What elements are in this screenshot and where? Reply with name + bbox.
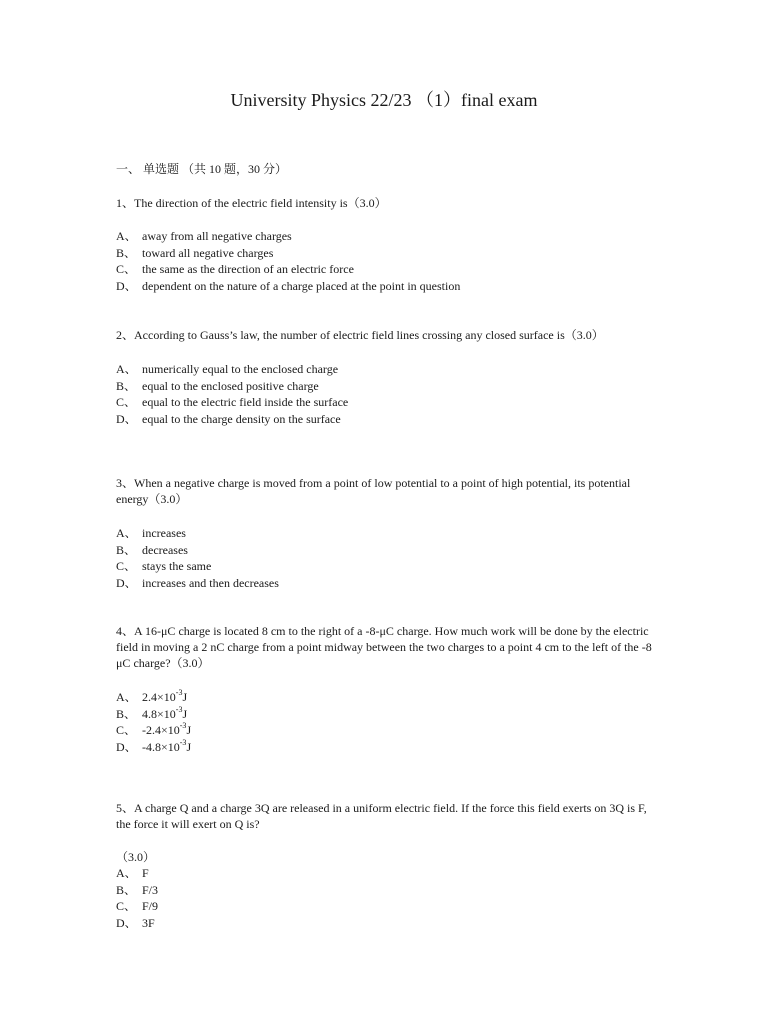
option-text bbox=[142, 689, 656, 706]
option-exponent: -3 bbox=[175, 688, 183, 697]
exam-title: University Physics 22/23 （1）final exam bbox=[230, 90, 538, 110]
question-3 bbox=[116, 475, 656, 591]
option-text bbox=[142, 722, 656, 739]
option-text bbox=[142, 739, 656, 756]
option-text: equal to the electric field inside the surface bbox=[142, 395, 349, 409]
option-text bbox=[142, 706, 656, 723]
option-exponent: -3 bbox=[179, 737, 187, 747]
option-letter: B、 bbox=[116, 245, 137, 260]
option-base: -2.4×10 bbox=[142, 723, 180, 737]
option-text: the same as the direction of an electric force bbox=[142, 262, 354, 276]
question-stem: 5、A charge Q and a charge 3Q are released in a uniform electric field. If the force this field exerts on 3Q is F, the force it will exert on Q is? bbox=[116, 801, 647, 831]
option-list bbox=[116, 865, 656, 931]
option-list bbox=[116, 228, 656, 294]
option-letter: C、 bbox=[116, 262, 137, 276]
option-text: increases and then decreases bbox=[142, 575, 279, 590]
option-d[interactable] bbox=[116, 411, 656, 428]
option-text: away from all negative charges bbox=[142, 229, 292, 243]
option-letter: A、 bbox=[116, 362, 137, 376]
option-base: 2.4×10 bbox=[142, 690, 176, 704]
option-letter: A、 bbox=[116, 526, 137, 540]
option-letter: D、 bbox=[116, 278, 137, 293]
option-c[interactable] bbox=[116, 394, 656, 411]
option-c[interactable] bbox=[116, 898, 656, 915]
option-letter: D、 bbox=[116, 411, 137, 426]
option-d[interactable] bbox=[116, 278, 656, 295]
option-letter: B、 bbox=[116, 706, 137, 721]
option-c[interactable] bbox=[116, 261, 656, 278]
option-list bbox=[116, 361, 656, 427]
option-text: equal to the charge density on the surface bbox=[142, 411, 341, 426]
question-stem: 1、The direction of the electric field intensity is（3.0） bbox=[116, 196, 387, 210]
question-stem: 2、According to Gauss’s law, the number of electric field lines crossing any closed surface is（3.0） bbox=[116, 328, 604, 342]
option-a[interactable] bbox=[116, 865, 656, 882]
option-text: F bbox=[142, 866, 149, 880]
option-text: F/3 bbox=[142, 882, 159, 897]
question-4 bbox=[116, 623, 656, 755]
option-a[interactable] bbox=[116, 361, 656, 378]
option-unit: J bbox=[182, 706, 188, 721]
option-text: numerically equal to the enclosed charge bbox=[142, 362, 339, 376]
option-letter: C、 bbox=[116, 559, 137, 573]
option-unit: J bbox=[186, 739, 192, 754]
option-text: decreases bbox=[142, 542, 188, 557]
option-exponent: -3 bbox=[175, 704, 183, 714]
option-base: 4.8×10 bbox=[142, 706, 176, 721]
option-letter: B、 bbox=[116, 882, 137, 897]
option-letter: B、 bbox=[116, 378, 137, 393]
option-letter: A、 bbox=[116, 229, 137, 243]
option-d[interactable] bbox=[116, 739, 656, 756]
option-text: F/9 bbox=[142, 899, 159, 913]
option-list bbox=[116, 525, 656, 591]
question-stem: 4、A 16-μC charge is located 8 cm to the right of a -8-μC charge. How much work will be done by the electric field in moving a 2 nC charge from a point midway between the two charges to a point 4 cm to the left of the -8 μC charge?（3.0） bbox=[116, 624, 652, 670]
option-b[interactable] bbox=[116, 245, 656, 262]
option-c[interactable] bbox=[116, 558, 656, 575]
option-d[interactable] bbox=[116, 915, 656, 932]
option-letter: C、 bbox=[116, 395, 137, 409]
option-letter: D、 bbox=[116, 739, 137, 754]
option-text: dependent on the nature of a charge placed at the point in question bbox=[142, 278, 461, 293]
question-stem: 3、When a negative charge is moved from a point of low potential to a point of high potential, its potential energy（3.0） bbox=[116, 476, 631, 506]
option-unit: J bbox=[182, 690, 188, 704]
option-b[interactable] bbox=[116, 542, 656, 559]
option-exponent: -3 bbox=[179, 721, 187, 730]
option-text: toward all negative charges bbox=[142, 245, 274, 260]
option-base: -4.8×10 bbox=[142, 739, 180, 754]
option-a[interactable] bbox=[116, 525, 656, 542]
option-text: increases bbox=[142, 526, 186, 540]
question-score: （3.0） bbox=[116, 850, 156, 864]
option-letter: D、 bbox=[116, 575, 137, 590]
option-letter: C、 bbox=[116, 723, 137, 737]
option-letter: C、 bbox=[116, 899, 137, 913]
option-letter: A、 bbox=[116, 866, 137, 880]
option-c[interactable] bbox=[116, 722, 656, 739]
option-text: stays the same bbox=[142, 559, 212, 573]
question-1 bbox=[116, 195, 656, 294]
option-a[interactable] bbox=[116, 689, 656, 706]
question-2 bbox=[116, 327, 656, 427]
option-text: equal to the enclosed positive charge bbox=[142, 378, 319, 393]
question-5 bbox=[116, 800, 656, 931]
option-d[interactable] bbox=[116, 575, 656, 592]
option-letter: B、 bbox=[116, 542, 137, 557]
option-list bbox=[116, 689, 656, 755]
option-a[interactable] bbox=[116, 228, 656, 245]
option-unit: J bbox=[186, 723, 192, 737]
option-b[interactable] bbox=[116, 378, 656, 395]
option-b[interactable] bbox=[116, 706, 656, 723]
option-text: 3F bbox=[142, 915, 155, 930]
section-heading: 一、 单选题 （共 10 题，30 分） bbox=[116, 162, 288, 176]
option-letter: D、 bbox=[116, 915, 137, 930]
option-letter: A、 bbox=[116, 690, 137, 704]
option-b[interactable] bbox=[116, 882, 656, 899]
